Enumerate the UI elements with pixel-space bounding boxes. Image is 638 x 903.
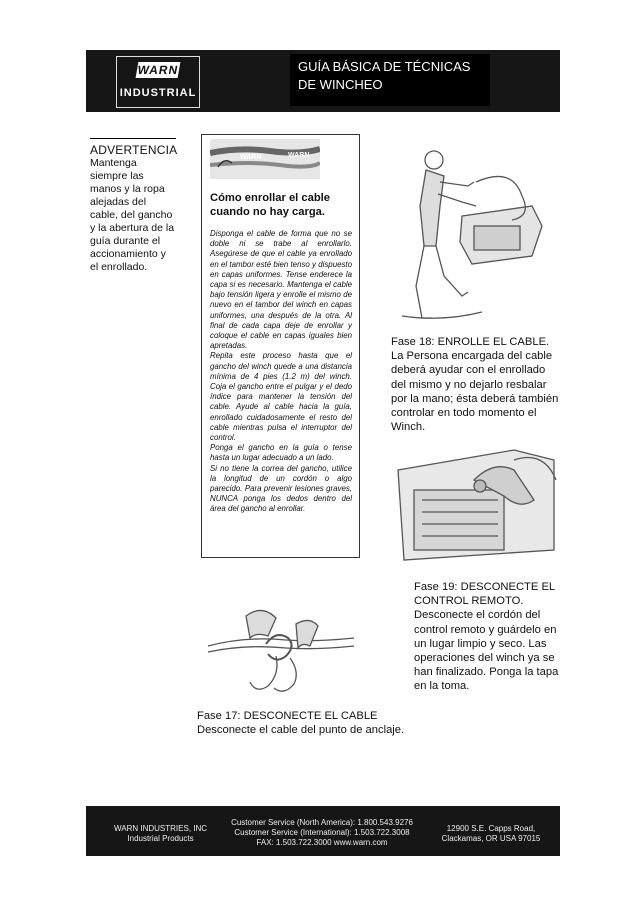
footer-company-name: WARN INDUSTRIES, INC (114, 824, 208, 833)
footer-company-division: Industrial Products (127, 834, 194, 843)
panel-title: Cómo enrollar el cable cuando no hay carga. (210, 192, 330, 218)
remote-control-disconnect-illustration (394, 440, 560, 568)
panel-paragraph: Disponga el cable de forma que no se doble ni se trabe al enrollarlo. Asegúrese de que el cable ya enrollado en el tambor esté bien tenso y dispuesto en capas uniformes. Tense enderece la capa si es necesario. Mantenga el cable bajo tensión ligera y enrolle el mismo de nuevo en el tambor del winch en capas uniformes, una después de la otra. Al final de cada capa deje de enrollar y coloque el cable en capas iguales bien apretadas. (210, 229, 352, 351)
footer-company (114, 824, 207, 844)
footer-address-city: Clackamas, OR USA 97015 (441, 834, 541, 843)
footer-bar (86, 806, 560, 856)
footer-fax-web: FAX: 1.503.722.3000 www.warn.com (256, 838, 388, 847)
step-18-text: Fase 18: ENROLLE EL CABLE. La Persona encargada del cable deberá ayudar con el enrollado del mismo y no dejarlo resbalar por la mano; ésta deberá también controlar en todo momento el Winch. (391, 336, 559, 434)
footer-address-street: 12900 S.E. Capps Road, (446, 824, 536, 833)
page-title-line2: DE WINCHEO (298, 77, 383, 92)
warning-text: Mantenga siempre las manos y la ropa alejadas del cable, del gancho y la abertura de la guía durante el accionamiento y el enrollado. (90, 157, 175, 273)
page-title-line1: GUÍA BÁSICA DE TÉCNICAS (298, 59, 471, 74)
page-title (290, 54, 490, 106)
warning-box (90, 138, 178, 273)
panel-paragraph: Repita este proceso hasta que el gancho del winch quede a una distancia mínima de 4 pies (1.2 m) del winch. Coja el gancho entre el pulgar y el dedo índice para mantener la tensión del cable. Ayude al cable hacia la guía, enrollado cuidadosamente el resto del cable mientras pulsa el interruptor del control. (210, 351, 352, 443)
panel-body (210, 229, 352, 515)
winch-drum-illustration (210, 139, 320, 179)
warning-title: ADVERTENCIA (90, 143, 178, 157)
logo-warn-text: WARN (136, 63, 180, 77)
logo-industrial-text: INDUSTRIAL (119, 87, 197, 99)
warn-industrial-logo (108, 50, 204, 112)
footer-service-na: Customer Service (North America): 1.800.543.9276 (231, 818, 413, 827)
instruction-panel (201, 134, 360, 558)
footer-service-intl: Customer Service (International): 1.503.722.3008 (234, 828, 410, 837)
step-17-description: Desconecte el cable del punto de anclaje. (197, 724, 405, 737)
footer-contact (222, 818, 422, 848)
panel-paragraph: Ponga el gancho en la guía o tense hasta un lugar adecuado a un lado. (210, 443, 352, 463)
logo-frame (116, 56, 200, 108)
step-19-text: Fase 19: DESCONECTE EL CONTROL REMOTO. Desconecte el cordón del control remoto y guárdelo en un lugar limpio y seco. Las operaciones del winch ya se han finalizado. Ponga la tapa en la toma. (414, 581, 559, 693)
step-17-text (197, 709, 437, 737)
step-17-title: Fase 17: DESCONECTE EL CABLE (197, 710, 378, 722)
panel-paragraph: Si no tiene la correa del gancho, utilice la longitud de un cordón o algo parecido. Para prevenir lesiones graves, NUNCA ponga los dedos dentro del área del gancho al enrollar. (210, 463, 352, 514)
hook-disconnect-illustration (206, 596, 356, 700)
footer-address (426, 824, 556, 844)
svg-text:WARN: WARN (240, 154, 262, 161)
svg-text:WARN: WARN (288, 152, 310, 159)
person-spooling-cable-illustration (382, 146, 552, 326)
